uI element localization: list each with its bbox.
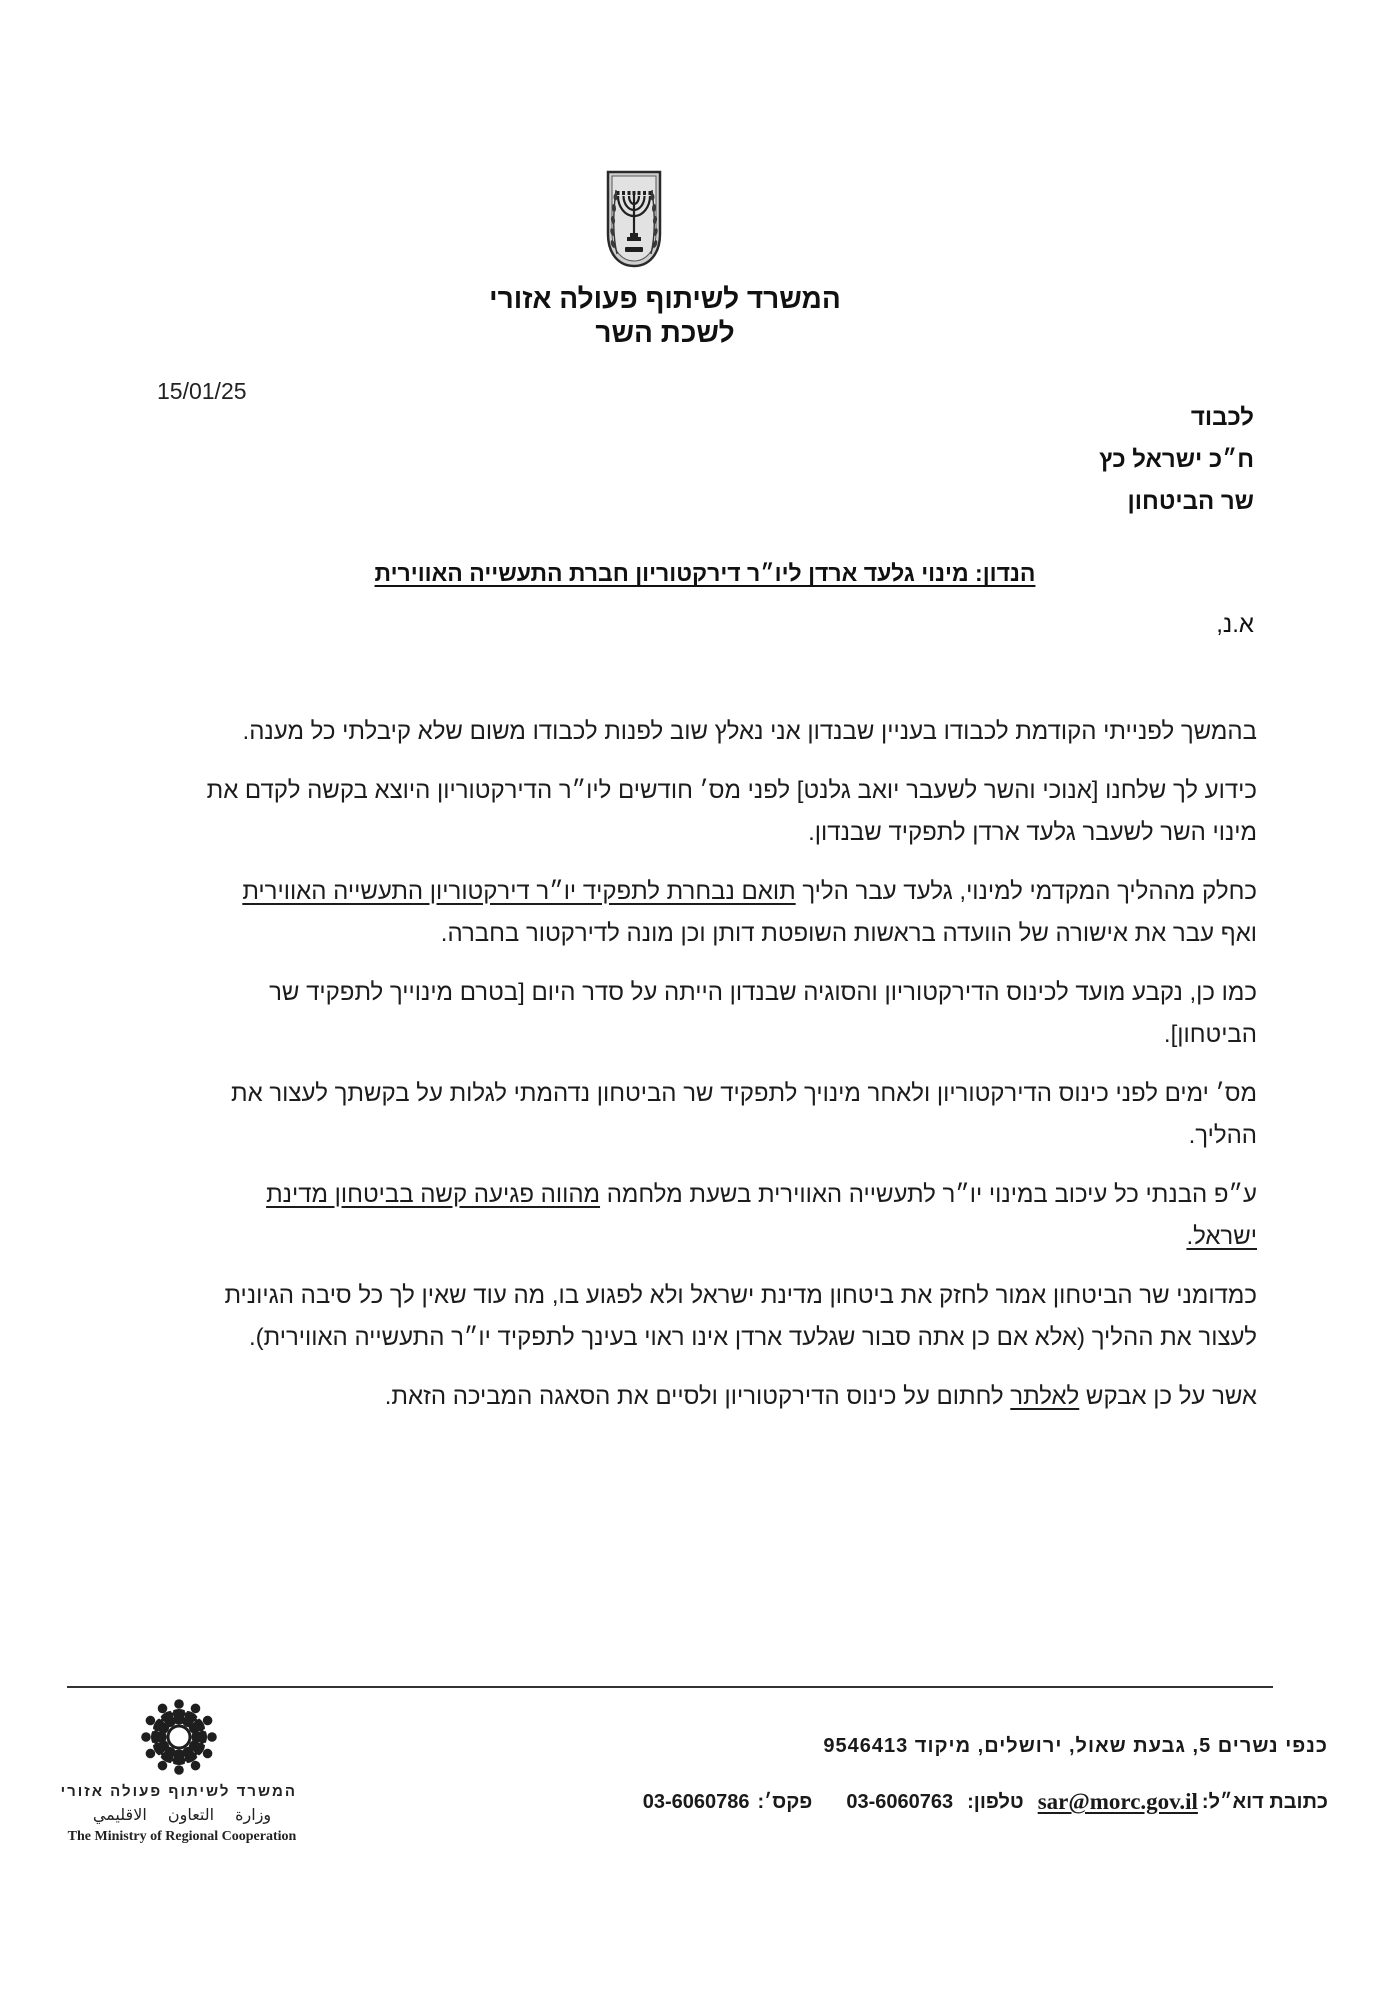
email-label: כתובת דוא״ל: [1201,1790,1328,1813]
underlined-text: ישראל. [1186,1223,1257,1250]
letter-date: 15/01/25 [157,378,247,404]
body-paragraph [160,1376,1257,1418]
body-line [160,1216,1257,1258]
phone-number: 03-6060763 [846,1790,954,1813]
body-line: לעצור את ההליך (אלא אם כן אתה סבור שגלעד ארדן אינו ראוי בעינך לתפקיד יו״ר התעשייה האווירית). [248,1324,1257,1351]
body-text: לחתום על כינוס הדירקטוריון ולסיים את הסאגה המביכה הזאת. [384,1383,1004,1410]
office-name: לשכת השר [595,317,735,348]
body-line: כמו כן, נקבע מועד לכינוס הדירקטוריון והסוגיה שבנדון הייתה על סדר היום [בטרם מינוייך לתפקיד שר [269,979,1257,1006]
body-paragraph [160,711,1257,753]
body-line [160,1376,1257,1418]
body-line: מס׳ ימים לפני כינוס הדירקטוריון ולאחר מינויך לתפקיד שר הביטחון נדהמתי לגלות על בקשתך לעצור את [231,1080,1257,1107]
letter-body [160,711,1257,1435]
email-address: sar@morc.gov.il [1037,1789,1198,1814]
greeting: א.נ, [1216,611,1254,638]
recipient-name: ח״כ ישראל כץ [1099,446,1254,473]
body-line [160,871,1257,913]
logo-caption-hebrew: המשרד לשיתוף פעולה אזורי [60,1783,297,1800]
body-line: הביטחון]. [1163,1021,1257,1048]
body-line: בהמשך לפנייתי הקודמת לכבודו בעניין שבנדון אני נאלץ שוב לפנות לכבודו משום שלא קיבלתי כל מענה. [242,718,1257,745]
logo-caption [60,1781,297,1847]
underlined-text: לאלתר [1010,1383,1080,1410]
body-text: אשר על כן אבקש [1085,1383,1257,1410]
recipient-to: לכבוד [1190,404,1254,431]
body-paragraph [160,1073,1257,1157]
footer-address: כנפי נשרים 5, גבעת שאול, ירושלים, מיקוד 9546413 [823,1735,1328,1757]
body-paragraph [160,1275,1257,1359]
body-line: כידוע לך שלחנו [אנוכי והשר לשעבר יואב גלנט] לפני מס׳ חודשים ליו״ר הדירקטוריון היוצא בקשה לקדם את [206,777,1257,804]
underlined-text: מהווה פגיעה קשה בביטחון מדינת [266,1181,601,1208]
recipient-title: שר הביטחון [1127,488,1254,515]
body-paragraph [160,871,1257,955]
footer-divider [67,1686,1273,1688]
body-paragraph [160,1174,1257,1258]
body-text: כחלק מההליך המקדמי למינוי, גלעד עבר הליך [802,878,1257,905]
subject-line: הנדון: מינוי גלעד ארדן ליו״ר דירקטוריון חברת התעשייה האווירית [374,560,1036,586]
letterhead [415,282,915,350]
body-paragraph [160,770,1257,854]
body-line: מינוי השר לשעבר גלעד ארדן לתפקיד שבנדון. [808,819,1257,846]
state-emblem-icon [604,168,664,270]
logo-caption-english: The Ministry of Regional Cooperation [67,1829,297,1844]
underlined-text: תואם נבחרת לתפקיד יו״ר דירקטוריון התעשייה האווירית [242,878,796,905]
body-line: ואף עבר את אישורה של הוועדה בראשות השופטת דותן וכן מונה לדירקטור בחברה. [440,920,1257,947]
body-line [160,1174,1257,1216]
phone-label: טלפון: [967,1790,1024,1813]
body-line: ההליך. [1188,1122,1257,1149]
fax-label: פקס׳: [757,1790,813,1813]
ministry-name: המשרד לשיתוף פעולה אזורי [489,283,841,314]
ministry-logo-icon [137,1697,221,1777]
recipient-block [1099,397,1254,523]
body-line: כמדומני שר הביטחון אמור לחזק את ביטחון מדינת ישראל ולא לפגוע בו, מה עוד שאין לך כל סיבה הגיונית [224,1282,1257,1309]
body-paragraph [160,972,1257,1056]
fax-number: 03-6060786 [642,1790,750,1813]
body-text: ע״פ הבנתי כל עיכוב במינוי יו״ר לתעשייה האווירית בשעת מלחמה [606,1181,1257,1208]
footer-contact [643,1788,1328,1816]
logo-caption-arabic: وزارة التعاون الاقليمي [92,1805,272,1824]
